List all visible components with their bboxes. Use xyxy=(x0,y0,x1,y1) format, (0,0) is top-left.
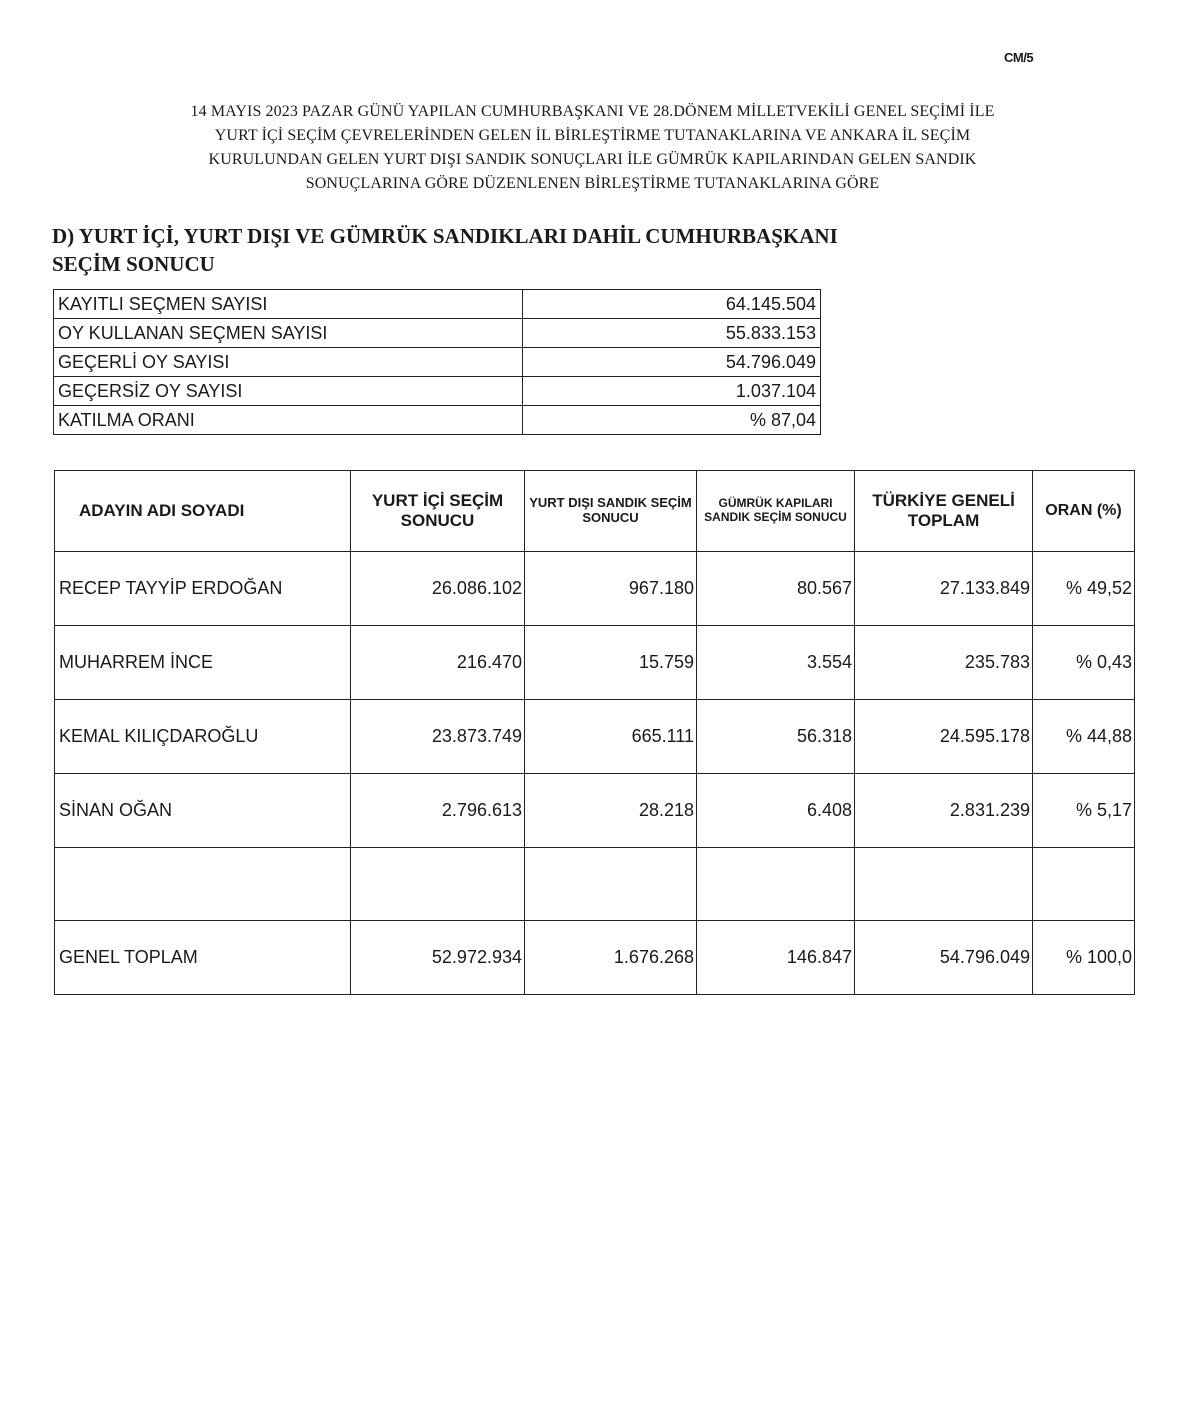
abroad-value: 1.676.268 xyxy=(525,921,697,995)
summary-label: KATILMA ORANI xyxy=(54,406,523,435)
ratio-value xyxy=(1033,848,1135,921)
summary-value: 64.145.504 xyxy=(523,290,821,319)
summary-row xyxy=(54,377,821,406)
summary-value: 55.833.153 xyxy=(523,319,821,348)
summary-label: GEÇERLİ OY SAYISI xyxy=(54,348,523,377)
total-value: 2.831.239 xyxy=(855,774,1033,848)
domestic-value: 26.086.102 xyxy=(351,552,525,626)
candidate-name: SİNAN OĞAN xyxy=(55,774,351,848)
domestic-value xyxy=(351,848,525,921)
domestic-value: 2.796.613 xyxy=(351,774,525,848)
results-table xyxy=(54,470,1135,995)
summary-value: 54.796.049 xyxy=(523,348,821,377)
summary-value: 1.037.104 xyxy=(523,377,821,406)
ratio-value: % 44,88 xyxy=(1033,700,1135,774)
intro-line: 14 MAYIS 2023 PAZAR GÜNÜ YAPILAN CUMHURBAŞKANI VE 28.DÖNEM MİLLETVEKİLİ GENEL SEÇİMİ İLE xyxy=(190,103,995,120)
summary-label: OY KULLANAN SEÇMEN SAYISI xyxy=(54,319,523,348)
table-row xyxy=(55,774,1135,848)
total-value: 235.783 xyxy=(855,626,1033,700)
ratio-value: % 100,0 xyxy=(1033,921,1135,995)
document-intro xyxy=(70,100,1115,196)
table-row xyxy=(55,552,1135,626)
header-abroad: YURT DIŞI SANDIK SEÇİM SONUCU xyxy=(525,471,697,552)
results-header-row xyxy=(55,471,1135,552)
domestic-value: 23.873.749 xyxy=(351,700,525,774)
customs-value: 80.567 xyxy=(697,552,855,626)
header-total: TÜRKİYE GENELİ TOPLAM xyxy=(855,471,1033,552)
customs-value: 146.847 xyxy=(697,921,855,995)
page-id: CM/5 xyxy=(1004,50,1034,65)
total-value xyxy=(855,848,1033,921)
ratio-value: % 0,43 xyxy=(1033,626,1135,700)
header-customs: GÜMRÜK KAPILARI SANDIK SEÇİM SONUCU xyxy=(697,471,855,552)
abroad-value: 28.218 xyxy=(525,774,697,848)
ratio-value: % 49,52 xyxy=(1033,552,1135,626)
domestic-value: 52.972.934 xyxy=(351,921,525,995)
table-row xyxy=(55,700,1135,774)
summary-label: GEÇERSİZ OY SAYISI xyxy=(54,377,523,406)
header-domestic: YURT İÇİ SEÇİM SONUCU xyxy=(351,471,525,552)
ratio-value: % 5,17 xyxy=(1033,774,1135,848)
section-title-line: SEÇİM SONUCU xyxy=(52,252,215,276)
abroad-value: 967.180 xyxy=(525,552,697,626)
table-row xyxy=(55,626,1135,700)
total-value: 54.796.049 xyxy=(855,921,1033,995)
candidate-name: RECEP TAYYİP ERDOĞAN xyxy=(55,552,351,626)
customs-value: 56.318 xyxy=(697,700,855,774)
summary-row xyxy=(54,348,821,377)
candidate-name: MUHARREM İNCE xyxy=(55,626,351,700)
header-candidate: ADAYIN ADI SOYADI xyxy=(55,471,351,552)
abroad-value: 665.111 xyxy=(525,700,697,774)
section-title-line: D) YURT İÇİ, YURT DIŞI VE GÜMRÜK SANDIKLARI DAHİL CUMHURBAŞKANI xyxy=(52,224,838,248)
summary-row xyxy=(54,290,821,319)
intro-line: SONUÇLARINA GÖRE DÜZENLENEN BİRLEŞTİRME TUTANAKLARINA GÖRE xyxy=(305,175,880,192)
total-row xyxy=(55,921,1135,995)
total-value: 27.133.849 xyxy=(855,552,1033,626)
summary-label: KAYITLI SEÇMEN SAYISI xyxy=(54,290,523,319)
section-title xyxy=(52,222,1012,278)
summary-row xyxy=(54,319,821,348)
summary-value: % 87,04 xyxy=(523,406,821,435)
summary-row xyxy=(54,406,821,435)
customs-value xyxy=(697,848,855,921)
abroad-value: 15.759 xyxy=(525,626,697,700)
domestic-value: 216.470 xyxy=(351,626,525,700)
total-value: 24.595.178 xyxy=(855,700,1033,774)
candidate-name: KEMAL KILIÇDAROĞLU xyxy=(55,700,351,774)
customs-value: 6.408 xyxy=(697,774,855,848)
candidate-name xyxy=(55,848,351,921)
customs-value: 3.554 xyxy=(697,626,855,700)
intro-line: YURT İÇİ SEÇİM ÇEVRELERİNDEN GELEN İL BİRLEŞTİRME TUTANAKLARINA VE ANKARA İL SEÇİM xyxy=(214,127,971,144)
empty-row xyxy=(55,848,1135,921)
total-label: GENEL TOPLAM xyxy=(55,921,351,995)
abroad-value xyxy=(525,848,697,921)
header-ratio: ORAN (%) xyxy=(1033,471,1135,552)
intro-line: KURULUNDAN GELEN YURT DIŞI SANDIK SONUÇLARI İLE GÜMRÜK KAPILARINDAN GELEN SANDIK xyxy=(208,151,977,168)
summary-table xyxy=(53,289,821,435)
